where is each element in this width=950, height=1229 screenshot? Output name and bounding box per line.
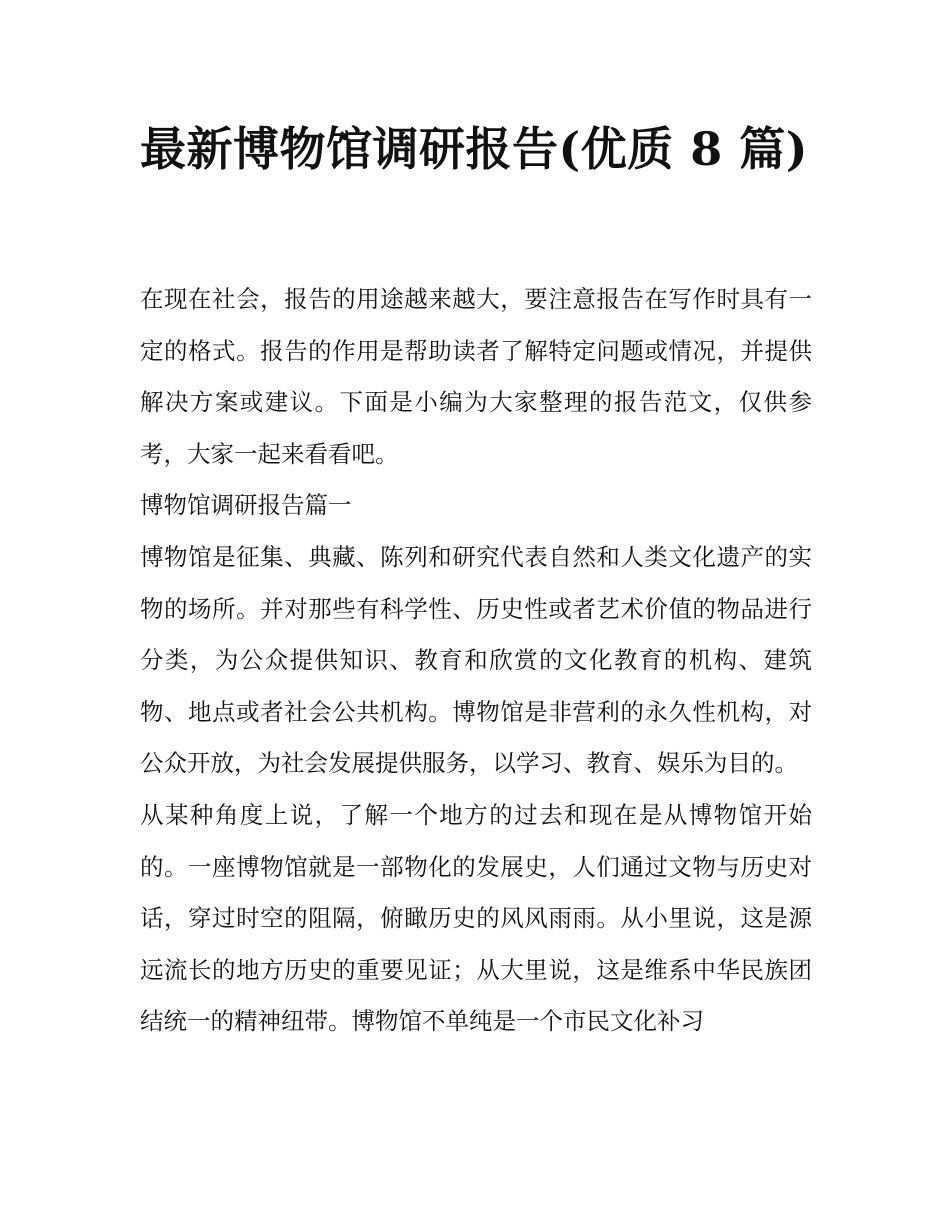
document-body (140, 274, 812, 1048)
intro-paragraph: 在现在社会，报告的用途越来越大，要注意报告在写作时具有一定的格式。报告的作用是帮助读者了解特定问题或情况，并提供解决方案或建议。下面是小编为大家整理的报告范文，仅供参考，大家一起来看看吧。 (140, 285, 812, 468)
section-heading: 博物馆调研报告篇一 (140, 491, 352, 520)
document-title: 最新博物馆调研报告(优质 8 篇) (140, 122, 809, 176)
body-paragraph-1: 博物馆是征集、典藏、陈列和研究代表自然和人类文化遗产的实物的场所。并对那些有科学性、历史性或者艺术价值的物品进行分类，为公众提供知识、教育和欣赏的文化教育的机构、建筑物、地点或者社会公共机构。博物馆是非营利的永久性机构，对公众开放，为社会发展提供服务，以学习、教育、娱乐为目的。 (140, 542, 812, 778)
body-paragraph-2: 从某种角度上说，了解一个地方的过去和现在是从博物馆开始的。一座博物馆就是一部物化的发展史，人们通过文物与历史对话，穿过时空的阻隔，俯瞰历史的风风雨雨。从小里说，这是源远流长的地方历史的重要见证；从大里说，这是维系中华民族团结统一的精神纽带。博物馆不单纯是一个市民文化补习 (140, 800, 812, 1036)
